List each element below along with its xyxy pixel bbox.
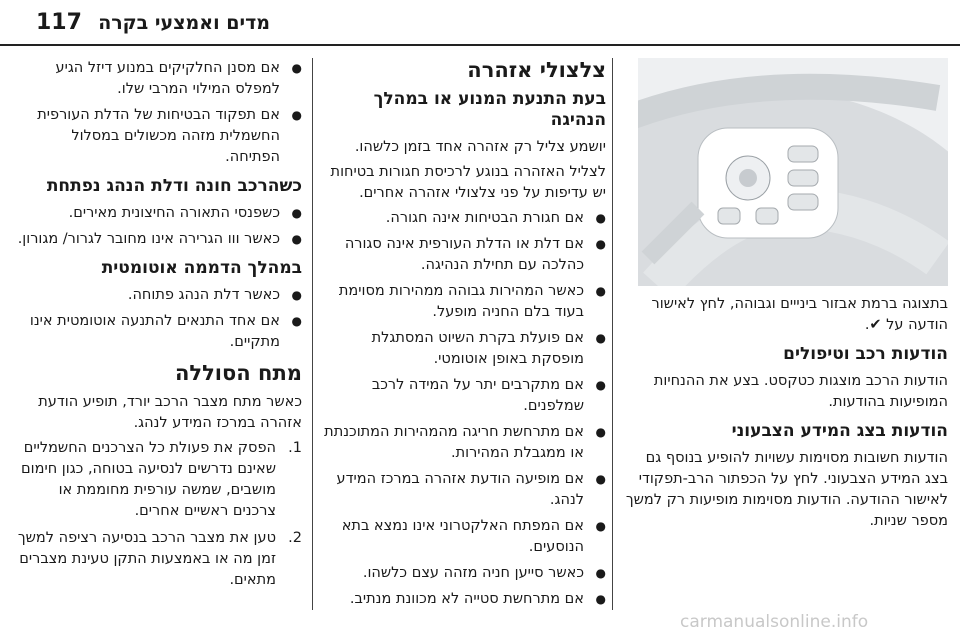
battery-heading: מתח הסוללה bbox=[174, 361, 302, 385]
color-info-heading: הודעות בצג המידע הצבעוני bbox=[731, 421, 948, 441]
color-info-text: הודעות חשובות מסוימות עשויות להופיע בנוסף גם בצג המידע הצבעוני. לחץ על הכפתור הרב-תפקודי לאישור ההודעה. הודעות מסוימות מופיעות רק למשך מספר שניות. bbox=[625, 450, 948, 529]
autostop-bullet-list bbox=[12, 285, 302, 353]
warning-chimes-heading: צלצולי אזהרה bbox=[467, 58, 606, 82]
steering-wheel-figure bbox=[638, 58, 948, 286]
step-text: טען את מצבר הרכב בנסיעה רציפה למשך זמן מה או באמצעות התקן טעינת מצברים מתאים. bbox=[17, 530, 276, 588]
page-number: 117 bbox=[36, 10, 82, 35]
step-text: הפסק את פעולת כל הצרכנים החשמליים שאינם נדרשים לנסיעה בטוחה, כגון חימום מושבים, שמשה עורפית מחוממת או צרכנים ראשיים אחרים. bbox=[21, 440, 276, 519]
step-number: 1. bbox=[288, 440, 302, 456]
list-item bbox=[12, 528, 302, 591]
list-item: ● אם דלת או הדלת העורפית אינה סגורה כהלכה עם תחילת הנהיגה. bbox=[318, 234, 606, 276]
battery-text: כאשר מתח מצבר הרכב יורד, תופיע הודעת אזהרה במרכז המידע לנהג. bbox=[38, 394, 302, 431]
autostop-heading: במהלך הדממה אוטומטית bbox=[101, 258, 302, 278]
list-item: ● כאשר דלת הנהג פתוחה. bbox=[12, 285, 302, 306]
right-column bbox=[620, 58, 948, 536]
column-divider-right bbox=[612, 58, 613, 610]
section-title: מדים ואמצעי בקרה bbox=[98, 12, 270, 34]
warning-intro-1: יושמע צליל רק אזהרה אחד בזמן כלשהו. bbox=[354, 139, 606, 155]
vehicle-messages-heading: הודעות רכב וטיפולים bbox=[783, 344, 948, 364]
top-bullet-list bbox=[12, 58, 302, 168]
parking-bullet-list bbox=[12, 203, 302, 250]
page-header bbox=[0, 0, 960, 44]
figure-caption: בתצוגה ברמת אבזור בינייים וגבוהה, לחץ לאישור הודעה על ✔. bbox=[651, 296, 948, 333]
column-divider-left bbox=[312, 58, 313, 610]
vehicle-messages-text: הודעות הרכב מוצגות כטקסט. בצע את ההנחיות המופיעות בהודעות. bbox=[653, 373, 948, 410]
warning-chimes-subheading: בעת התנעת המנוע או במהלך הנהיגה bbox=[373, 89, 606, 130]
warning-chime-list bbox=[318, 208, 606, 610]
list-item: ● כאשר ווו הגרירה אינו מחובר לגרור/ מגורון. bbox=[12, 229, 302, 250]
list-item: ● אם מופיעה הודעת אזהרה במרכז המידע לנהג. bbox=[318, 469, 606, 511]
list-item: ● אם מתרחשת חריגה מהמהירות המתוכנתת או ממגבלת המהירות. bbox=[318, 422, 606, 464]
list-item: ● אם חגורת הבטיחות אינה חגורה. bbox=[318, 208, 606, 229]
left-column bbox=[12, 58, 302, 597]
warning-intro-2: לצליל האזהרה בנוגע לרכיסת חגורות בטיחות יש עדיפות על פני צלצולי אזהרה אחרים. bbox=[330, 164, 606, 201]
parking-heading: כשהרכב חונה ודלת הנהג נפתחת bbox=[46, 176, 302, 196]
list-item: ● כאשר המהירות גבוהה ממהירות מסוימת בעוד בלם החניה מופעל. bbox=[318, 281, 606, 323]
list-item: ● אם אחד התנאים להתנעה אוטומטית אינו מתקיים. bbox=[12, 311, 302, 353]
list-item: ● אם פועלת בקרת השיוט המסתגלת מופסקת באופן אוטומטי. bbox=[318, 328, 606, 370]
middle-column bbox=[318, 58, 606, 615]
list-item: ● כאשר סייען חניה מזהה עצם כלשהו. bbox=[318, 563, 606, 584]
step-number: 2. bbox=[288, 530, 302, 546]
watermark: carmanualsonline.info bbox=[680, 612, 869, 632]
list-item: ● אם מתרחשת סטייה לא מכוונת מנתיב. bbox=[318, 589, 606, 610]
list-item: ● אם המפתח האלקטרוני אינו נמצא בתא הנוסעים. bbox=[318, 516, 606, 558]
list-item: ● אם מתקרבים יתר על המידה לרכב שמלפנים. bbox=[318, 375, 606, 417]
list-item: ● אם מסנן החלקיקים במנוע דיזל הגיע למפלס המילוי המרבי שלו. bbox=[12, 58, 302, 100]
list-item: ● אם תפקוד הבטיחות של הדלת העורפית החשמלית מזהה מכשולים במסלול הפתיחה. bbox=[12, 105, 302, 168]
list-item: ● כשפנסי התאורה החיצונית מאירים. bbox=[12, 203, 302, 224]
header-rule bbox=[0, 44, 960, 46]
battery-steps bbox=[12, 438, 302, 591]
list-item bbox=[12, 438, 302, 522]
